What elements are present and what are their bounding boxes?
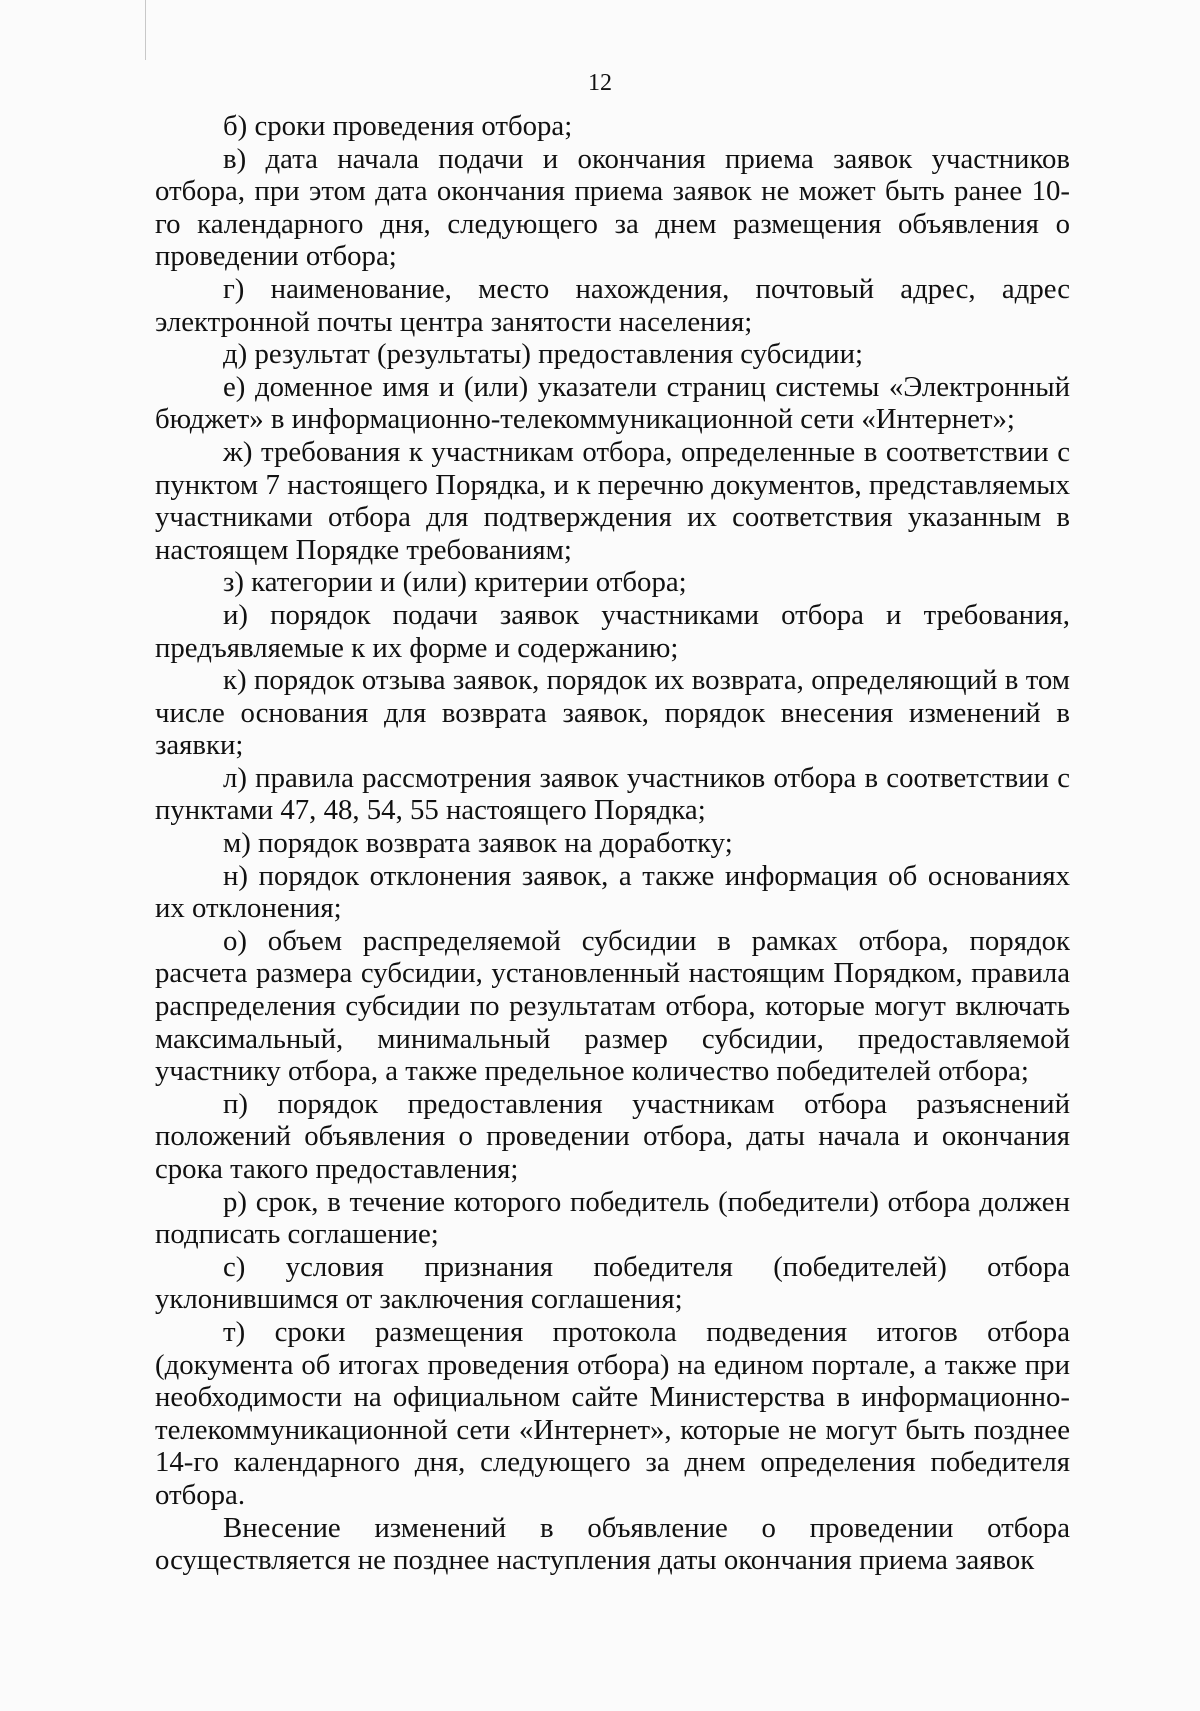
- paragraph: б) сроки проведения отбора;: [223, 110, 573, 142]
- paragraph: о) объем распределяемой субсидии в рамках отбора, порядок расчета размера субсидии, установленный настоящим Порядком, правила распределения субсидии по результатам отбора, которые могут включать максимальный, минимальный размер субсидии, предоставляемой участнику отбора, а также предельное количество победителей отбора;: [155, 924, 1070, 1088]
- paragraph: т) сроки размещения протокола подведения итогов отбора (документа об итогах проведения отбора) на едином портале, а также при необходимости на официальном сайте Министерства в информационно-телекоммуникационной сети «Интернет», которые не могут быть позднее 14-го календарного дня, следующего за днем определения победителя отбора.: [155, 1315, 1070, 1511]
- paragraph: н) порядок отклонения заявок, а также информация об основаниях их отклонения;: [155, 859, 1070, 925]
- paragraph: с) условия признания победителя (победителей) отбора уклонившимся от заключения соглашения;: [155, 1250, 1070, 1316]
- paragraph: к) порядок отзыва заявок, порядок их возврата, определяющий в том числе основания для возврата заявок, порядок внесения изменений в заявки;: [155, 664, 1070, 762]
- paragraph: м) порядок возврата заявок на доработку;: [223, 827, 733, 860]
- paragraph: г) наименование, место нахождения, почтовый адрес, адрес электронной почты центра занятости населения;: [155, 272, 1070, 338]
- paragraph: в) дата начала подачи и окончания приема заявок участников отбора, при этом дата окончания приема заявок не может быть ранее 10-го календарного дня, следующего за днем размещения объявления о проведении отбора;: [155, 142, 1070, 273]
- paragraph: е) доменное имя и (или) указатели страниц системы «Электронный бюджет» в информационно-телекоммуникационной сети «Интернет»;: [155, 370, 1070, 436]
- paragraph: д) результат (результаты) предоставления субсидии;: [223, 338, 864, 371]
- paragraph: Внесение изменений в объявление о проведении отбора осуществляется не позднее наступления даты окончания приема заявок: [155, 1511, 1070, 1577]
- page-number: 12: [588, 70, 612, 96]
- paragraph: п) порядок предоставления участникам отбора разъяснений положений объявления о проведении отбора, даты начала и окончания срока такого предоставления;: [155, 1087, 1070, 1185]
- paragraph: и) порядок подачи заявок участниками отбора и требования, предъявляемые к их форме и содержанию;: [155, 598, 1070, 664]
- paragraph: ж) требования к участникам отбора, определенные в соответствии с пунктом 7 настоящего Порядка, и к перечню документов, представляемых участниками отбора для подтверждения их соответствия указанным в настоящем Порядке требованиям;: [155, 435, 1070, 566]
- paragraph: р) срок, в течение которого победитель (победители) отбора должен подписать соглашение;: [155, 1185, 1070, 1251]
- scan-edge-line: [145, 0, 146, 60]
- paragraph: з) категории и (или) критерии отбора;: [223, 566, 687, 599]
- paragraph: л) правила рассмотрения заявок участников отбора в соответствии с пунктами 47, 48, 54, 55 настоящего Порядка;: [155, 761, 1070, 827]
- document-body: [155, 110, 1070, 1577]
